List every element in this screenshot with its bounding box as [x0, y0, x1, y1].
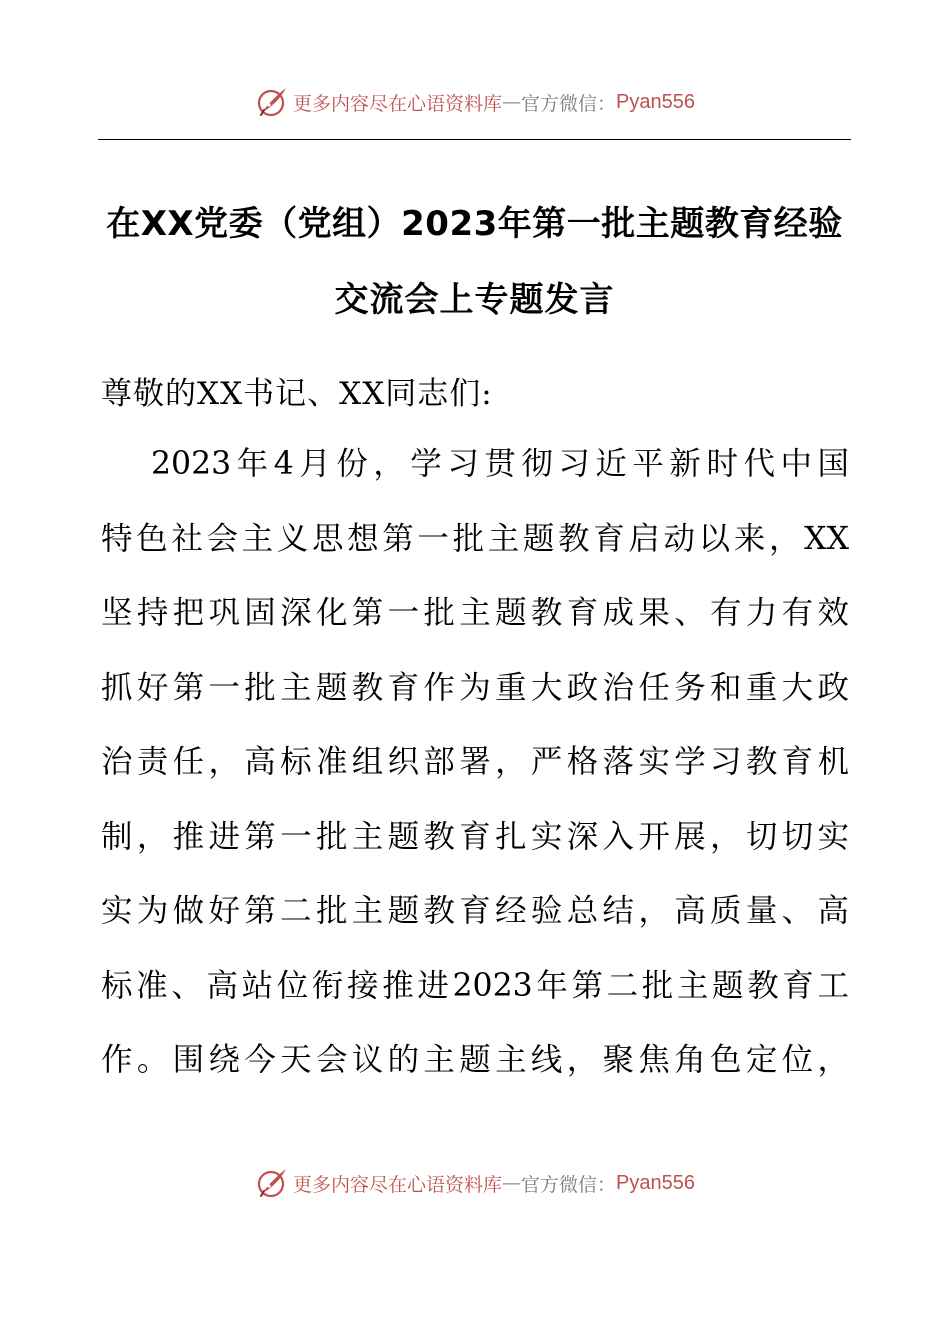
watermark-site-text: 更多内容尽在心语资料库: [293, 1173, 503, 1196]
body-line: 治责任，高标准组织部署，严格落实学习教育机: [101, 744, 849, 780]
header-divider: [98, 139, 851, 140]
quill-logo-icon: [255, 1166, 289, 1200]
body-line: 实为做好第二批主题教育经验总结，高质量、高: [101, 893, 849, 929]
watermark-official-label: 官方微信：: [521, 1173, 617, 1196]
watermark-site-text: 更多内容尽在心语资料库: [293, 92, 503, 115]
watermark-separator: —: [502, 91, 522, 113]
body-line: 抓好第一批主题教育作为重大政治任务和重大政: [101, 669, 849, 706]
watermark-wechat-id: Pyan556: [616, 1171, 695, 1194]
quill-logo-icon: [255, 85, 289, 119]
body-paragraph: [101, 440, 849, 1111]
watermark-separator: —: [502, 1172, 522, 1194]
document-title-line-1: 在XX党委（党组）2023年第一批主题教育经验: [106, 204, 843, 244]
watermark-wechat-id: Pyan556: [616, 90, 695, 113]
body-line: 坚持把巩固深化第一批主题教育成果、有力有效: [101, 595, 849, 631]
watermark-official-label: 官方微信：: [521, 92, 617, 115]
body-line: 特色社会主义思想第一批主题教育启动以来，XX: [101, 520, 849, 557]
body-line: 作。围绕今天会议的主题主线，聚焦角色定位，: [101, 1042, 849, 1078]
document-title-line-2: 交流会上专题发言: [334, 280, 615, 320]
body-line: 标准、高站位衔接推进2023年第二批主题教育工: [101, 967, 849, 1004]
footer-watermark: [0, 1163, 950, 1203]
body-line: 2023年4月份，学习贯彻习近平新时代中国: [151, 446, 849, 482]
body-line: 制，推进第一批主题教育扎实深入开展，切切实: [101, 818, 849, 855]
salutation: 尊敬的XX书记、XX同志们:: [101, 376, 493, 412]
header-watermark: [0, 82, 950, 122]
